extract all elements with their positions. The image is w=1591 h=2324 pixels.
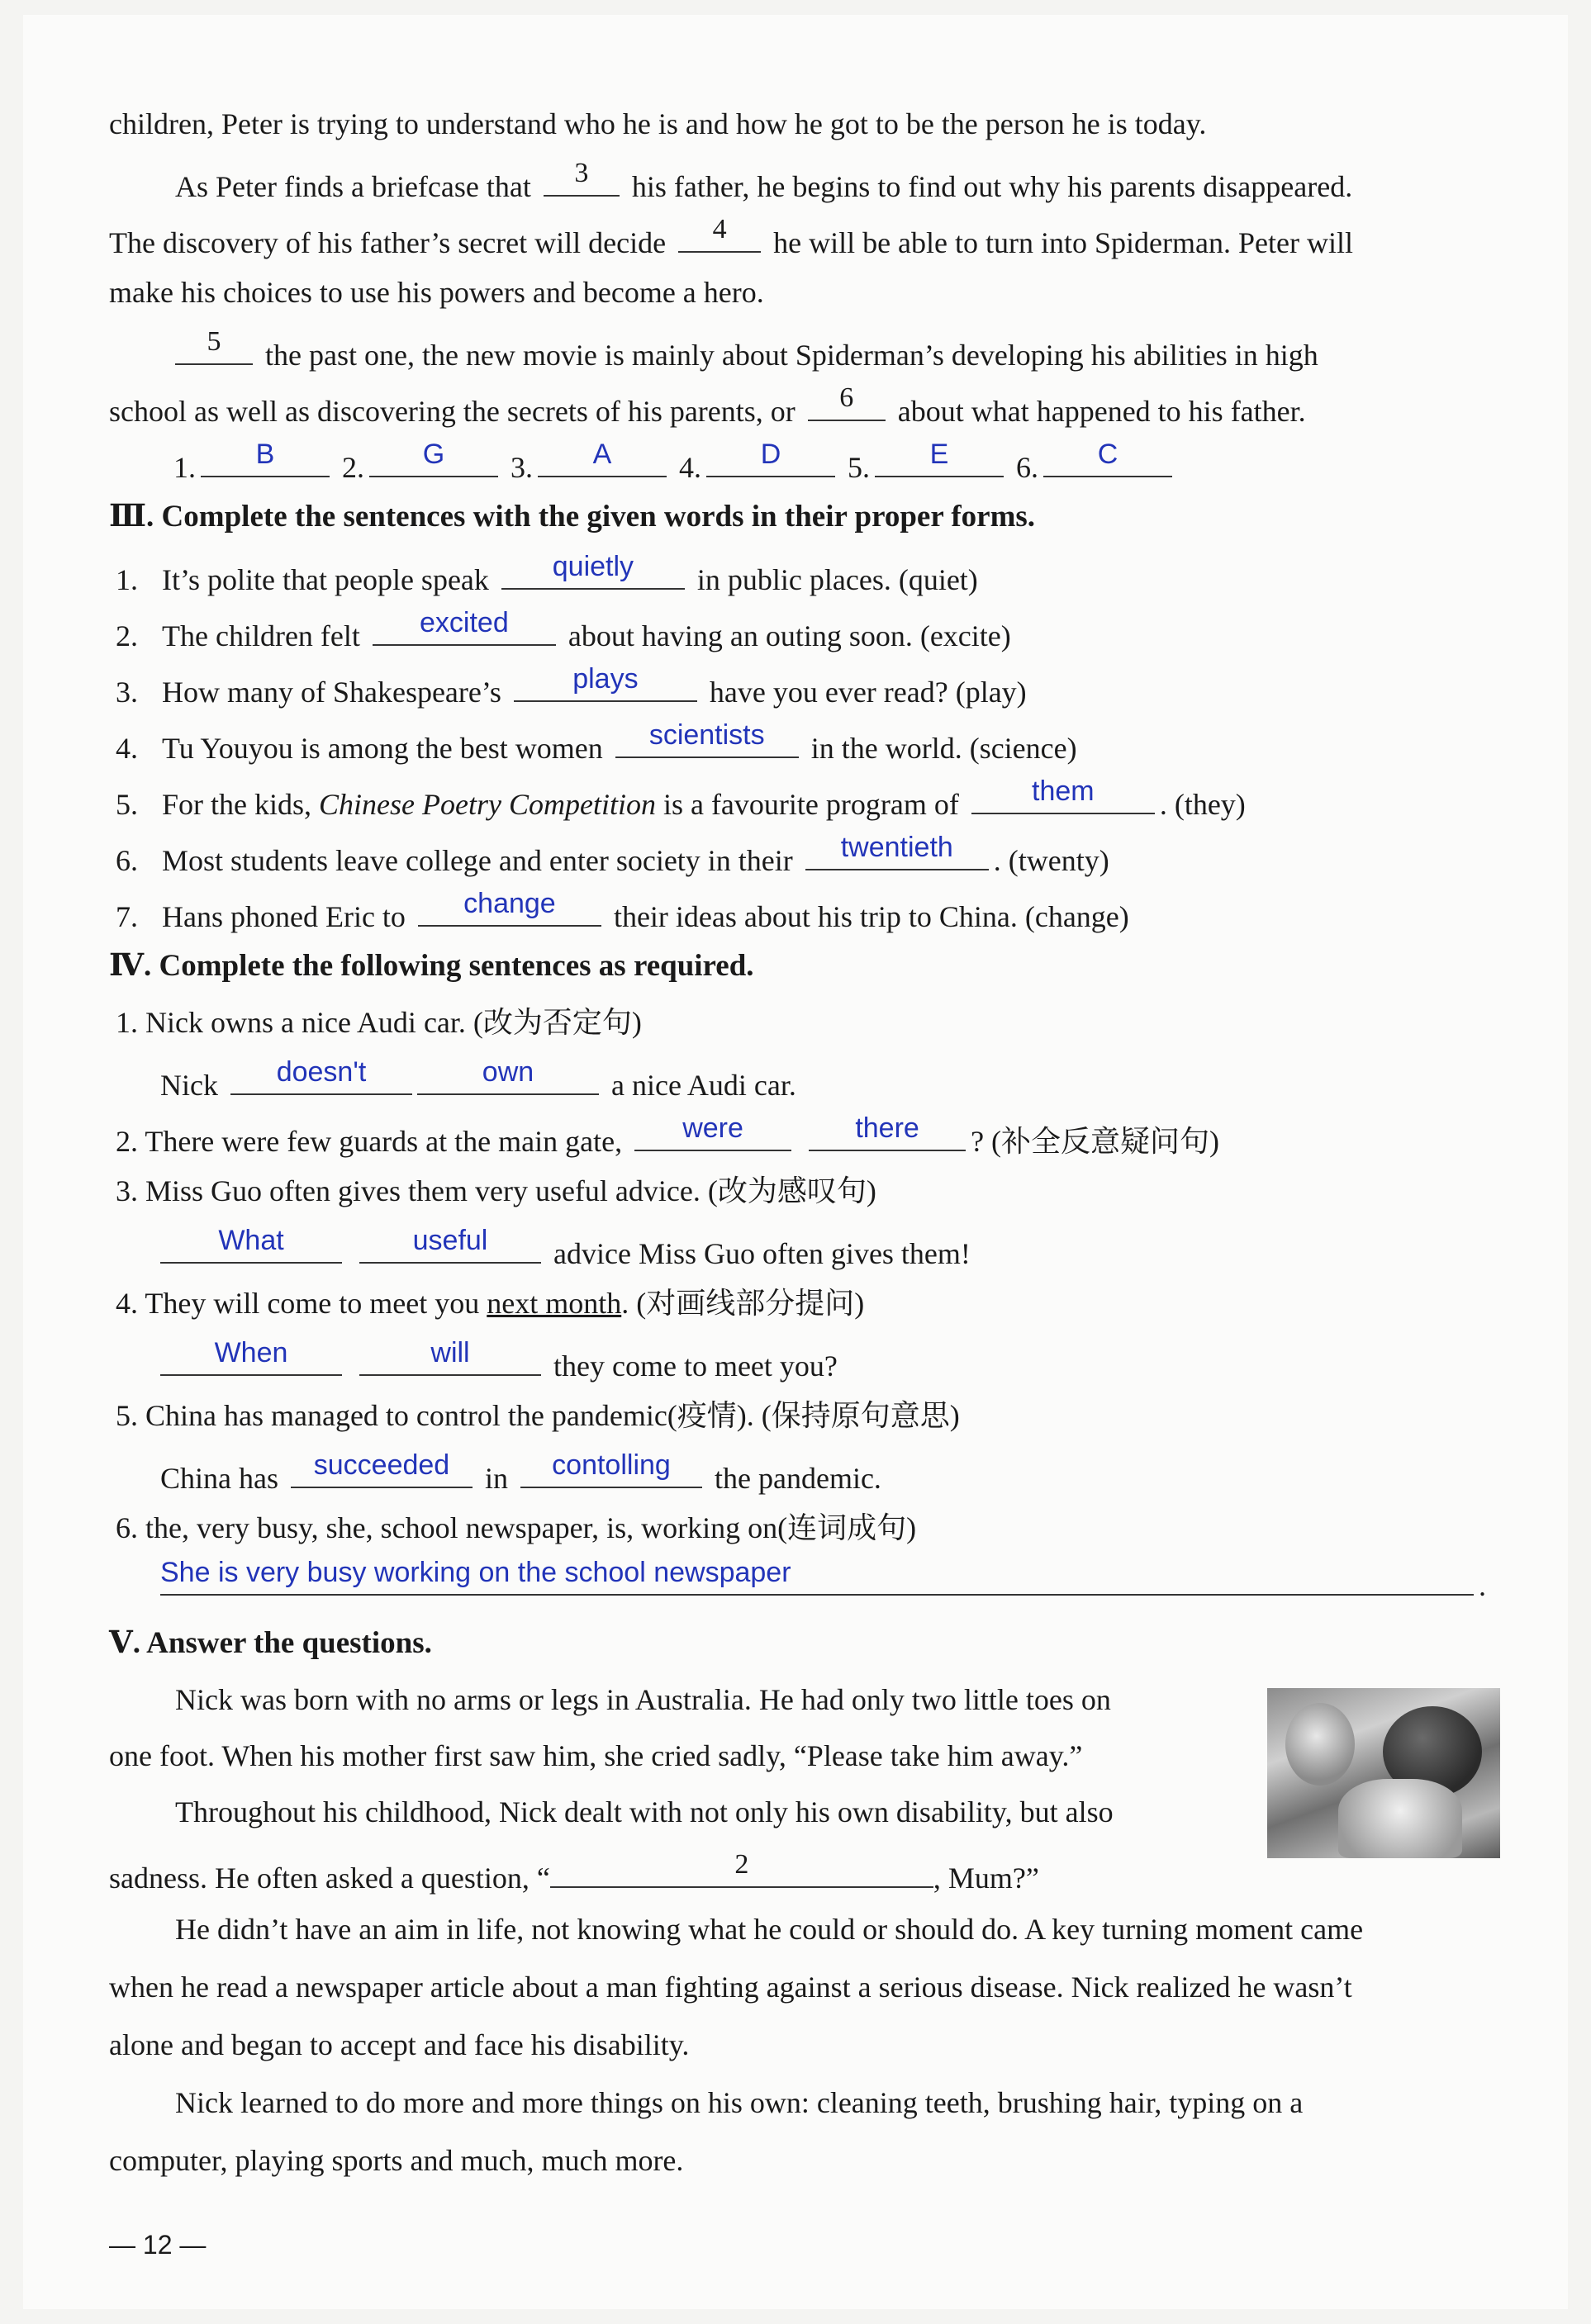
section-3-item: 7. Hans phoned Eric to change their ideas about his trip to China. (change): [116, 888, 1129, 933]
passage-line: alone and began to accept and face his disability.: [109, 2028, 690, 2061]
passage-line: The discovery of his father’s secret will decide 4 he will be able to turn into Spiderman. Peter will: [109, 214, 1353, 259]
answer-blank: were: [634, 1117, 791, 1151]
passage-line: He didn’t have an aim in life, not knowing what he could or should do. A key turning moment came: [175, 1913, 1364, 1946]
passage-line: Throughout his childhood, Nick dealt with not only his own disability, but also: [175, 1795, 1114, 1828]
section-5-heading: Ⅴ. Answer the questions.: [109, 1626, 432, 1660]
blank-4: 4: [678, 218, 761, 253]
answer-blank: scientists: [615, 723, 799, 758]
answer-blank: contolling: [520, 1454, 702, 1488]
passage-line: As Peter finds a briefcase that 3 his father, he begins to find out why his parents disappeared.: [175, 158, 1353, 203]
passage-line: Nick was born with no arms or legs in Australia. He had only two little toes on: [175, 1683, 1111, 1716]
section-4-question: 3. Miss Guo often gives them very useful advice. (改为感叹句): [116, 1174, 876, 1207]
answer-blank: will: [359, 1341, 541, 1376]
answer-blank: doesn't: [230, 1060, 412, 1095]
passage-line: Nick learned to do more and more things on his own: cleaning teeth, brushing hair, typing on a: [175, 2086, 1304, 2119]
answer-blank: B: [201, 443, 330, 477]
answer-blank: useful: [359, 1229, 541, 1264]
section-4-answer: When will they come to meet you?: [160, 1341, 838, 1384]
blank-2: 2: [550, 1853, 933, 1888]
answer-blank: A: [538, 443, 667, 477]
answer-blank: twentieth: [805, 836, 989, 870]
passage-line: 5 the past one, the new movie is mainly about Spiderman’s developing his abilities in high: [175, 330, 1318, 373]
passage-line: one foot. When his mother first saw him, she cried sadly, “Please take him away.”: [109, 1739, 1083, 1772]
section-3-heading: Ⅲ. Complete the sentences with the given words in their proper forms.: [109, 500, 1036, 534]
section-4-question: 6. the, very busy, she, school newspaper, is, working on(连词成句): [116, 1511, 917, 1544]
underlined-phrase: next month: [487, 1287, 622, 1320]
passage-line: sadness. He often asked a question, “ 2 , Mum?”: [109, 1849, 1039, 1895]
blank-3: 3: [544, 162, 620, 197]
section-3-item: 2. The children felt excited about having an outing soon. (excite): [116, 607, 1011, 652]
passage-line: computer, playing sports and much, much more.: [109, 2144, 684, 2177]
passage-line: when he read a newspaper article about a man fighting against a serious disease. Nick realized he wasn’t: [109, 1971, 1352, 2004]
answer-blank: change: [418, 892, 601, 927]
page-number: — 12 —: [109, 2230, 207, 2260]
section-3-item: 4. Tu Youyou is among the best women scientists in the world. (science): [116, 719, 1077, 765]
passage-line: children, Peter is trying to understand who he is and how he got to be the person he is today.: [109, 107, 1207, 140]
answer-line: She is very busy working on the school newspaper: [160, 1561, 1474, 1596]
section-4-question: 4. They will come to meet you next month. (对画线部分提问): [116, 1287, 865, 1320]
section-4-question: 5. China has managed to control the pandemic(疫情). (保持原句意思): [116, 1399, 960, 1432]
answer-blank: D: [706, 443, 835, 477]
answer-blank: quietly: [501, 555, 685, 590]
answer-blank: own: [417, 1060, 599, 1095]
section-4-answer: Nick doesn't own a nice Audi car.: [160, 1056, 796, 1102]
answer-blank: C: [1043, 443, 1172, 477]
section-4-answer: What useful advice Miss Guo often gives them!: [160, 1229, 971, 1272]
section-4-question: 2. There were few guards at the main gate, were there ? (补全反意疑问句): [116, 1112, 1220, 1158]
answer-blank: E: [875, 443, 1004, 477]
section-4-answer: She is very busy working on the school newspaper .: [160, 1557, 1486, 1602]
answer-blank: G: [369, 443, 498, 477]
answer-blank: plays: [514, 667, 697, 702]
passage-line: school as well as discovering the secrets of his parents, or 6 about what happened to his father.: [109, 382, 1306, 428]
answer-blank: What: [160, 1229, 342, 1264]
section-4-answer: China has succeeded in contolling the pandemic.: [160, 1449, 881, 1495]
answer-blank: When: [160, 1341, 342, 1376]
photo-image: [1267, 1688, 1500, 1858]
passage-line: make his choices to use his powers and become a hero.: [109, 276, 764, 309]
section-4-question: 1. Nick owns a nice Audi car. (改为否定句): [116, 1006, 642, 1039]
answer-row: 1. B 2. G 3. A 4. D 5. E 6. C: [173, 443, 1177, 486]
section-4-heading: Ⅳ. Complete the following sentences as required.: [109, 949, 754, 983]
answer-blank: succeeded: [291, 1454, 473, 1488]
section-3-item: 6. Most students leave college and enter society in their twentieth . (twenty): [116, 832, 1109, 877]
section-3-item: 5. For the kids, Chinese Poetry Competition is a favourite program of them . (they): [116, 775, 1246, 821]
answer-blank: excited: [373, 611, 556, 646]
answer-blank: there: [809, 1117, 966, 1151]
blank-6: 6: [808, 387, 886, 421]
answer-blank: them: [971, 780, 1155, 814]
section-3-item: 1. It’s polite that people speak quietly in public places. (quiet): [116, 551, 978, 596]
blank-5: 5: [175, 330, 253, 365]
section-3-item: 3. How many of Shakespeare’s plays have you ever read? (play): [116, 663, 1027, 709]
